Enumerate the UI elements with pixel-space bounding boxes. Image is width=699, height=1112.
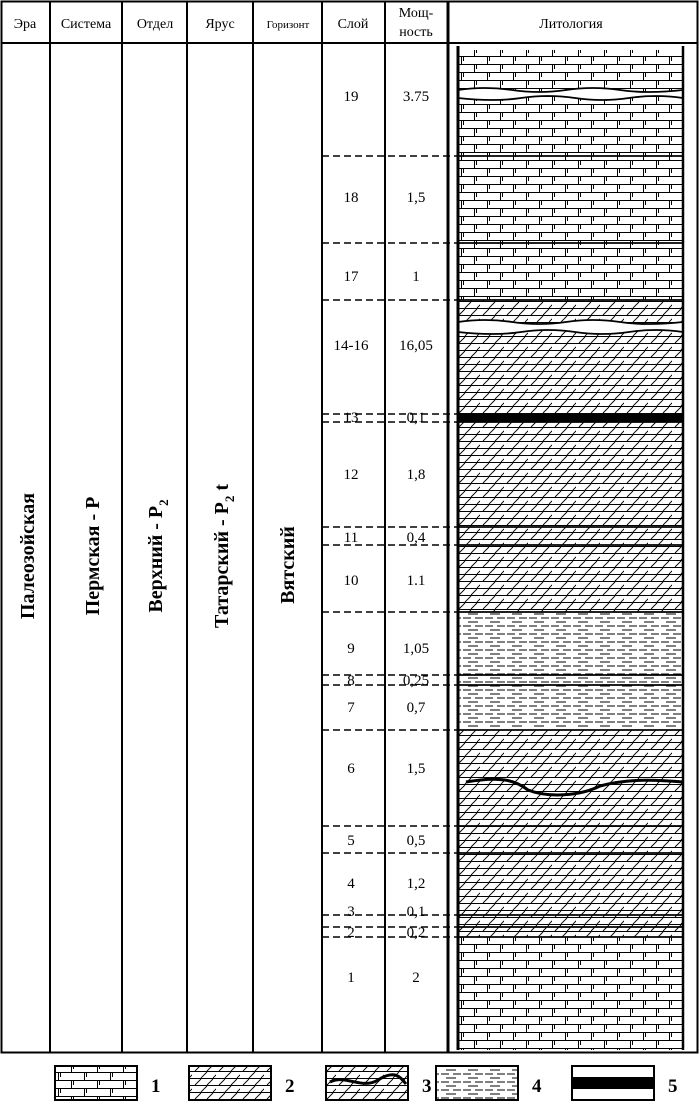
thickness-value: 1,5: [406, 761, 426, 777]
thickness-value: 0,1: [406, 410, 426, 426]
legend-item-3: [326, 1066, 432, 1100]
stage-title-suffix: t: [211, 483, 233, 496]
layer-number: 3: [347, 904, 355, 920]
layer-number: 18: [343, 190, 359, 206]
header-era: Эра: [13, 17, 37, 32]
layer-number: 10: [343, 573, 359, 589]
stage-title-main: Татарский - Р: [211, 502, 233, 629]
lithology-layer-11: [458, 527, 683, 545]
legend-swatch: [436, 1066, 518, 1100]
layer-number: 4: [347, 876, 355, 892]
thickness-value: 1,05: [402, 641, 430, 657]
series-title-main: Верхний - Р: [145, 505, 167, 613]
lithology-layer-7: [458, 685, 683, 730]
lithology-layer-1: [458, 937, 683, 1050]
lithology-layer-3: [458, 915, 683, 927]
thickness-value: 0,4: [406, 530, 426, 546]
lithology-layer-4: [458, 853, 683, 915]
header-thickness-line2: ность: [399, 25, 433, 40]
legend: [55, 1066, 678, 1100]
stage-title: [211, 484, 237, 628]
layer-number: 7: [347, 700, 355, 716]
header-row: [14, 6, 603, 40]
lithology-column: [454, 46, 692, 1050]
legend-number: 4: [532, 1076, 542, 1097]
header-horizon: Горизонт: [266, 19, 310, 31]
lithology-layer-10: [458, 545, 683, 612]
layer-rows: [322, 89, 458, 986]
legend-swatch: [189, 1066, 271, 1100]
legend-number: 3: [422, 1076, 432, 1097]
lithology-layer-19: [458, 50, 683, 156]
header-series: Отдел: [136, 17, 174, 32]
series-title: [145, 499, 171, 612]
lithology-layer-18: [458, 156, 683, 243]
system-title: Пермская - Р: [82, 496, 104, 616]
lithology-layer-5: [458, 826, 683, 853]
layer-number: 9: [347, 641, 355, 657]
thickness-value: 1,2: [406, 876, 426, 892]
thickness-value: 3.75: [402, 89, 430, 105]
thickness-value: 1.1: [406, 573, 426, 589]
lithology-layer-17: [458, 243, 683, 300]
layer-number: 8: [347, 673, 355, 689]
lithology-layer-14-16: [458, 300, 683, 414]
layer-number: 1: [347, 970, 355, 986]
stage-title-sub: 2: [222, 495, 237, 503]
thickness-value: 16,05: [399, 338, 433, 354]
thickness-value: 1,5: [406, 190, 426, 206]
thickness-value: 0,2: [406, 925, 426, 941]
layer-number: 2: [347, 925, 355, 941]
header-thickness-line1: Мощ-: [398, 6, 434, 21]
series-title-sub: 2: [156, 499, 171, 506]
layer-number: 12: [343, 467, 359, 483]
legend-item-4: [436, 1066, 542, 1100]
thickness-value: 1: [412, 269, 420, 285]
header-stage: Ярус: [205, 17, 235, 32]
layer-number: 5: [347, 833, 355, 849]
legend-swatch: [55, 1066, 137, 1100]
lithology-layer-8: [458, 675, 683, 685]
layer-number: 11: [343, 530, 359, 546]
layer-number: 17: [343, 269, 359, 285]
thickness-value: 2: [412, 970, 420, 986]
legend-number: 2: [285, 1076, 295, 1097]
layer-number: 6: [347, 761, 355, 777]
header-system: Система: [60, 17, 112, 32]
lithology-layer-12: [458, 422, 683, 527]
thickness-value: 0,1: [406, 904, 426, 920]
layer-number: 13: [343, 410, 359, 426]
thickness-value: 0,5: [406, 833, 426, 849]
legend-dark-band: [572, 1077, 654, 1089]
lithology-layer-9: [458, 612, 683, 675]
header-layer: Слой: [337, 17, 369, 32]
legend-item-5: [572, 1066, 678, 1100]
layer-number: 19: [343, 89, 359, 105]
legend-item-1: [55, 1066, 161, 1100]
lithology-layer-13: [458, 414, 683, 422]
legend-number: 5: [668, 1076, 678, 1097]
thickness-value: 0,25: [402, 673, 430, 689]
lithology-layer-2: [458, 927, 683, 937]
horizon-title: Вятский: [277, 526, 299, 604]
thickness-value: 1,8: [406, 467, 426, 483]
layer-number: 14-16: [333, 338, 369, 354]
era-title: Палеозойская: [17, 492, 39, 620]
legend-item-2: [189, 1066, 295, 1100]
unit-titles: [17, 484, 299, 628]
thickness-value: 0,7: [406, 700, 426, 716]
legend-number: 1: [151, 1076, 161, 1097]
lithology-fills: [458, 50, 683, 1050]
header-lithology: Литология: [539, 17, 603, 32]
